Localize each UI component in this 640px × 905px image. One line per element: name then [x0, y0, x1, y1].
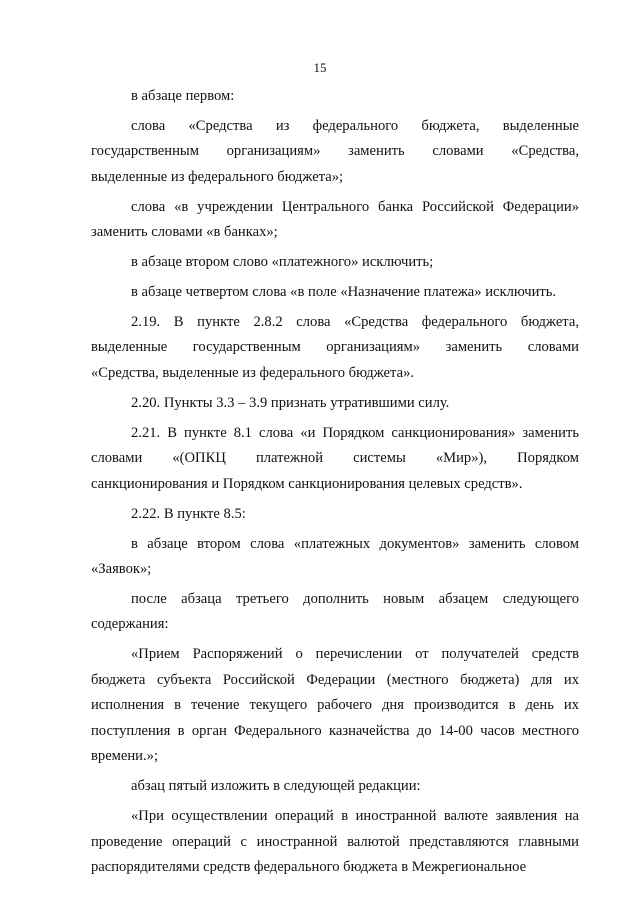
paragraph	[91, 280, 579, 306]
paragraph-line: 2.21. В пункте 8.1 слова «и Порядком санкционирования» заменить	[131, 424, 579, 441]
paragraph-line: проведение операций с иностранной валютой представляются главными	[91, 833, 579, 850]
paragraph	[91, 421, 579, 498]
paragraph-line: государственным организациям» заменить словами «Средства,	[91, 143, 579, 160]
paragraph-line: 2.22. В пункте 8.5:	[131, 505, 246, 522]
paragraph-line: слова «в учреждении Центрального банка Российской Федерации»	[131, 198, 579, 215]
paragraph-line: распорядителями средств федерального бюджета в Межрегиональное	[91, 859, 527, 876]
paragraph-line: поступления в орган Федерального казначейства до 14-00 часов местного	[91, 722, 579, 739]
paragraph-line: в абзаце втором слова «платежных документов» заменить словом	[131, 535, 579, 552]
paragraph-line: слова «Средства из федерального бюджета, выделенные	[131, 117, 579, 134]
paragraph	[91, 532, 579, 583]
paragraph	[91, 502, 579, 528]
paragraph-line: в абзаце четвертом слова «в поле «Назначение платежа» исключить.	[131, 284, 557, 301]
paragraph-line: заменить словами «в банках»;	[91, 224, 278, 241]
document-body	[91, 84, 579, 881]
paragraph-line: выделенные из федерального бюджета»;	[91, 168, 344, 185]
paragraph	[91, 587, 579, 638]
page-number: 15	[313, 60, 327, 75]
paragraph	[91, 84, 579, 110]
paragraph-line: в абзаце первом:	[131, 88, 235, 104]
paragraph-line: в абзаце втором слово «платежного» исключить;	[131, 254, 434, 271]
paragraph	[91, 642, 579, 770]
paragraph-line: исполнения в течение текущего рабочего дня производится в день их	[91, 697, 579, 714]
paragraph-line: «Заявок»;	[91, 561, 152, 578]
paragraph	[91, 804, 579, 881]
paragraph-line: после абзаца третьего дополнить новым абзацем следующего	[131, 590, 579, 607]
paragraph	[91, 114, 579, 191]
paragraph-line: абзац пятый изложить в следующей редакции:	[131, 778, 421, 795]
paragraph	[91, 391, 579, 417]
paragraph-line: содержания:	[91, 616, 169, 633]
paragraph-line: «Прием Распоряжений о перечислении от получателей средств	[131, 646, 579, 663]
paragraph-line: выделенные государственным организациям» заменить словами	[91, 339, 579, 356]
paragraph-line: времени.»;	[91, 748, 158, 765]
paragraph-line: бюджета субъекта Российской Федерации (местного бюджета) для их	[91, 671, 579, 688]
paragraph	[91, 310, 579, 387]
paragraph-line: 2.19. В пункте 2.8.2 слова «Средства федерального бюджета,	[131, 313, 579, 330]
paragraph	[91, 774, 579, 800]
paragraph-line: санкционирования и Порядком санкционирования целевых средств».	[91, 475, 523, 492]
paragraph-line: «При осуществлении операций в иностранной валюте заявления на	[131, 808, 579, 825]
paragraph-line: словами «(ОПКЦ платежной системы «Мир»), Порядком	[91, 450, 579, 467]
paragraph	[91, 250, 579, 276]
paragraph-line: «Средства, выделенные из федерального бюджета».	[91, 364, 415, 381]
paragraph-line: 2.20. Пункты 3.3 – 3.9 признать утратившими силу.	[131, 394, 450, 411]
paragraph	[91, 195, 579, 246]
